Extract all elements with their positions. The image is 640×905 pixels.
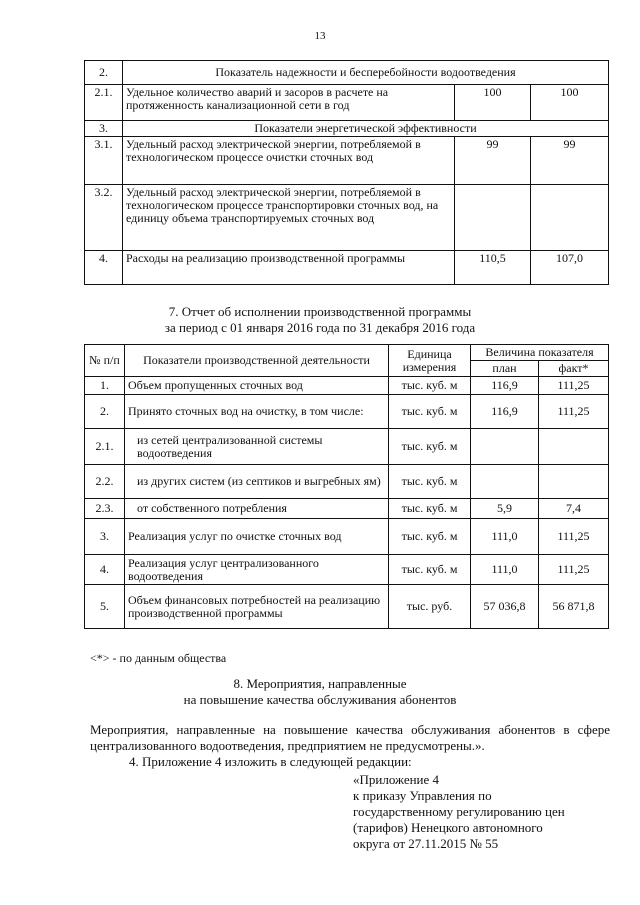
indicator-name: Объем финансовых потребностей на реализацию производственной программы [125,585,389,629]
body-paragraph: Мероприятия, направленные на повышение качества обслуживания абонентов в сфере централизованного водоотведения, предприятием не предусмотрены.». [90,722,610,753]
row-number: 4. [85,555,125,585]
appendix-line: к приказу Управления по [353,788,492,803]
appendix-line: округа от 27.11.2015 № 55 [353,836,499,851]
indicator-name: из сетей централизованной системы водоотведения [125,429,389,465]
unit-cell: тыс. куб. м [389,395,471,429]
table-row [85,251,609,285]
page-number: 13 [314,30,326,42]
indicator-name: Расходы на реализацию производственной программы [123,251,455,285]
fact-value: 111,25 [539,377,609,395]
appendix-header [353,772,613,852]
table-row [85,121,609,137]
appendix-line: «Приложение 4 [353,772,440,787]
unit-cell: тыс. куб. м [389,377,471,395]
header-value: Величина показателя [471,345,609,361]
table-row [85,395,609,429]
plan-value [471,465,539,499]
fact-value: 56 871,8 [539,585,609,629]
row-number: 2.1. [85,85,123,121]
row-number: 2.2. [85,465,125,499]
header-plan: план [471,361,539,377]
unit-cell: тыс. куб. м [389,555,471,585]
row-number: 4. [85,251,123,285]
fact-value: 111,25 [539,395,609,429]
fact-value: 111,25 [539,519,609,555]
indicator-name: Удельный расход электрической энергии, потребляемой в технологическом процессе транспортировки сточных вод, на единицу объема транспортируемых сточных вод [123,185,455,251]
indicator-name: Принято сточных вод на очистку, в том числе: [125,395,389,429]
table-row [85,377,609,395]
row-number: 5. [85,585,125,629]
row-number: 3.1. [85,137,123,185]
indicator-name: от собственного потребления [125,499,389,519]
section-subtitle: за период с 01 января 2016 года по 31 декабря 2016 года [164,320,476,335]
fact-value [539,429,609,465]
section-heading-cell: Показатель надежности и бесперебойности водоотведения [123,61,609,85]
row-number: 3. [85,121,123,137]
fact-value: 7,4 [539,499,609,519]
unit-cell: тыс. куб. м [389,519,471,555]
indicator-name: Удельный расход электрической энергии, потребляемой в технологическом процессе очистки сточных вод [123,137,455,185]
fact-value: 111,25 [539,555,609,585]
section-title: 8. Мероприятия, направленные [233,676,407,691]
row-number: 1. [85,377,125,395]
table-row [85,499,609,519]
fact-value: 99 [531,137,609,185]
indicator-name: Удельное количество аварий и засоров в расчете на протяженность канализационной сети в год [123,85,455,121]
table-row [85,465,609,499]
table-row [85,61,609,85]
unit-cell: тыс. куб. м [389,499,471,519]
header-unit: Единица измерения [389,345,471,377]
header-indicator: Показатели производственной деятельности [125,345,389,377]
footnote: <*> - по данным общества [90,651,227,665]
header-fact: факт* [539,361,609,377]
plan-value: 100 [455,85,531,121]
row-number: 3. [85,519,125,555]
plan-value: 99 [455,137,531,185]
row-number: 2. [85,395,125,429]
unit-cell: тыс. куб. м [389,465,471,499]
fact-value [531,185,609,251]
table-header-row [85,345,609,361]
indicators-table [84,60,609,285]
fact-value: 100 [531,85,609,121]
fact-value: 107,0 [531,251,609,285]
indicator-name: Объем пропущенных сточных вод [125,377,389,395]
indicator-name: из других систем (из септиков и выгребных ям) [125,465,389,499]
table-row [85,137,609,185]
table-row [85,555,609,585]
row-number: 2.3. [85,499,125,519]
unit-cell: тыс. руб. [389,585,471,629]
table-row [85,185,609,251]
header-number: № п/п [85,345,125,377]
section-subtitle: на повышение качества обслуживания абонентов [183,692,457,707]
fact-value [539,465,609,499]
plan-value: 110,5 [455,251,531,285]
table-row [85,519,609,555]
plan-value [455,185,531,251]
plan-value: 116,9 [471,395,539,429]
appendix-line: государственному регулированию цен [353,804,565,819]
table-row [85,85,609,121]
plan-value: 5,9 [471,499,539,519]
plan-value: 116,9 [471,377,539,395]
production-report-table [84,344,609,629]
row-number: 3.2. [85,185,123,251]
section-heading-cell: Показатели энергетической эффективности [123,121,609,137]
indicator-name: Реализация услуг централизованного водоотведения [125,555,389,585]
plan-value: 57 036,8 [471,585,539,629]
table-row [85,585,609,629]
row-number: 2.1. [85,429,125,465]
plan-value: 111,0 [471,555,539,585]
section-title: 7. Отчет об исполнении производственной программы [168,304,472,319]
plan-value [471,429,539,465]
appendix-line: (тарифов) Ненецкого автономного [353,820,543,835]
unit-cell: тыс. куб. м [389,429,471,465]
indicator-name: Реализация услуг по очистке сточных вод [125,519,389,555]
table-row [85,429,609,465]
body-paragraph: 4. Приложение 4 изложить в следующей редакции: [129,754,412,769]
row-number: 2. [85,61,123,85]
plan-value: 111,0 [471,519,539,555]
